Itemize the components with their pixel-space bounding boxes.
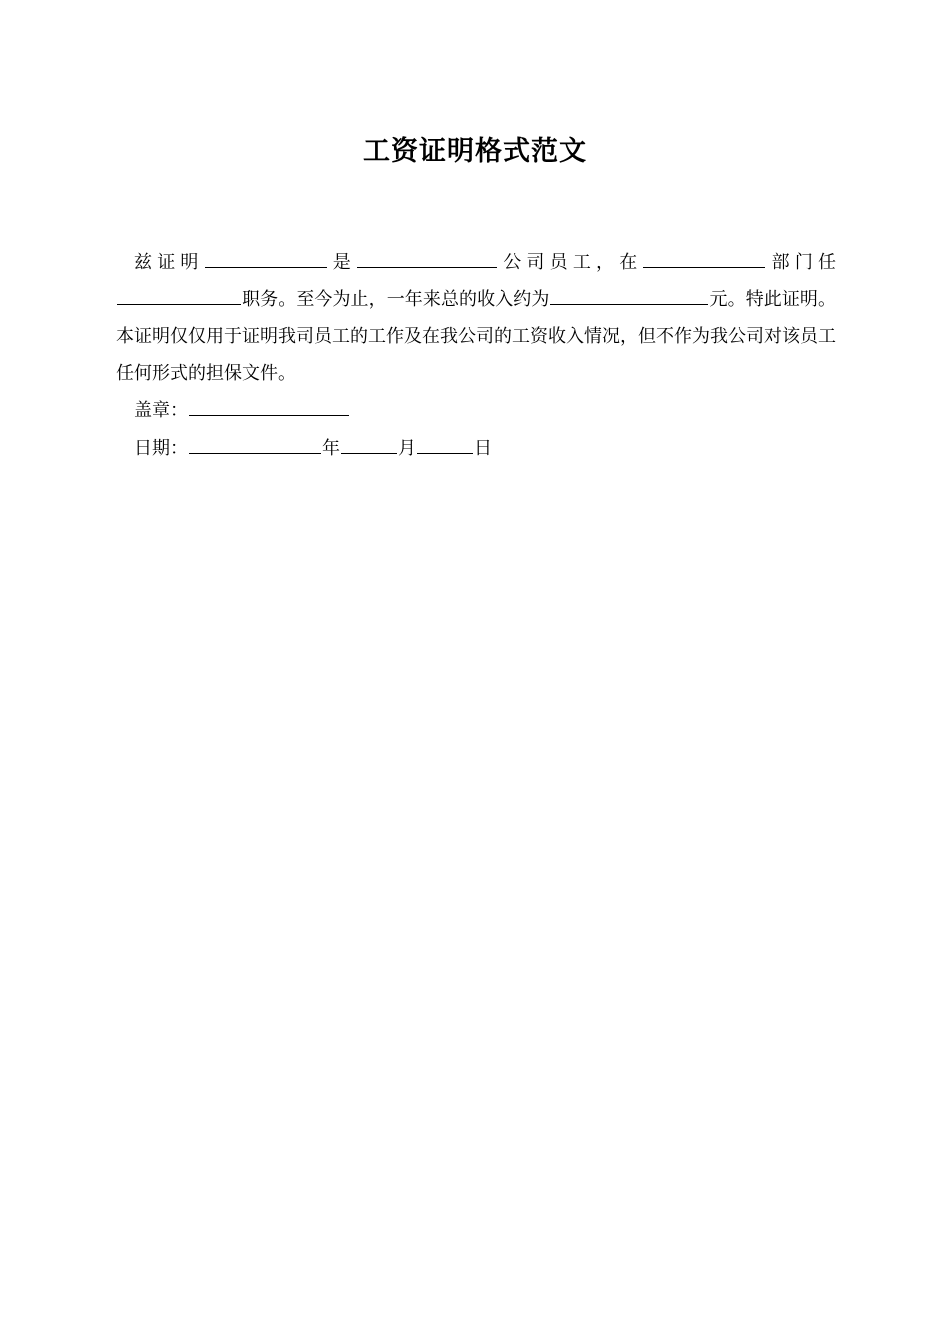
date-label: 日期： — [134, 438, 188, 459]
blank-company-name[interactable] — [357, 266, 497, 268]
blank-employee-name[interactable] — [205, 266, 327, 268]
seal-line — [134, 392, 350, 429]
text-company-employee: 公司员工，在 — [498, 252, 643, 273]
blank-department[interactable] — [643, 266, 765, 268]
blank-position[interactable] — [117, 303, 241, 305]
document-title: 工资证明格式范文 — [363, 136, 587, 167]
text-is: 是 — [327, 252, 357, 273]
text-income-intro: 职务。至今为止，一年来总的收入约为 — [242, 289, 550, 310]
text-department-role: 部门任 — [766, 252, 837, 273]
blank-year[interactable] — [189, 452, 321, 454]
year-label: 年 — [322, 438, 340, 459]
blank-seal[interactable] — [189, 414, 349, 416]
day-label: 日 — [474, 438, 492, 459]
date-line — [134, 430, 492, 467]
text-certify: 兹证明 — [134, 252, 204, 273]
blank-annual-income[interactable] — [550, 303, 708, 305]
text-certification-body: 元。特此证明。本证明仅仅用于证明我司员工的工作及在我公司的工资收入情况，但不作为我公司对该员工任何形式的担保文件。 — [116, 289, 837, 384]
blank-day[interactable] — [417, 452, 473, 454]
month-label: 月 — [398, 438, 416, 459]
seal-label: 盖章： — [134, 400, 188, 421]
blank-month[interactable] — [341, 452, 397, 454]
certificate-paragraph — [116, 244, 836, 392]
